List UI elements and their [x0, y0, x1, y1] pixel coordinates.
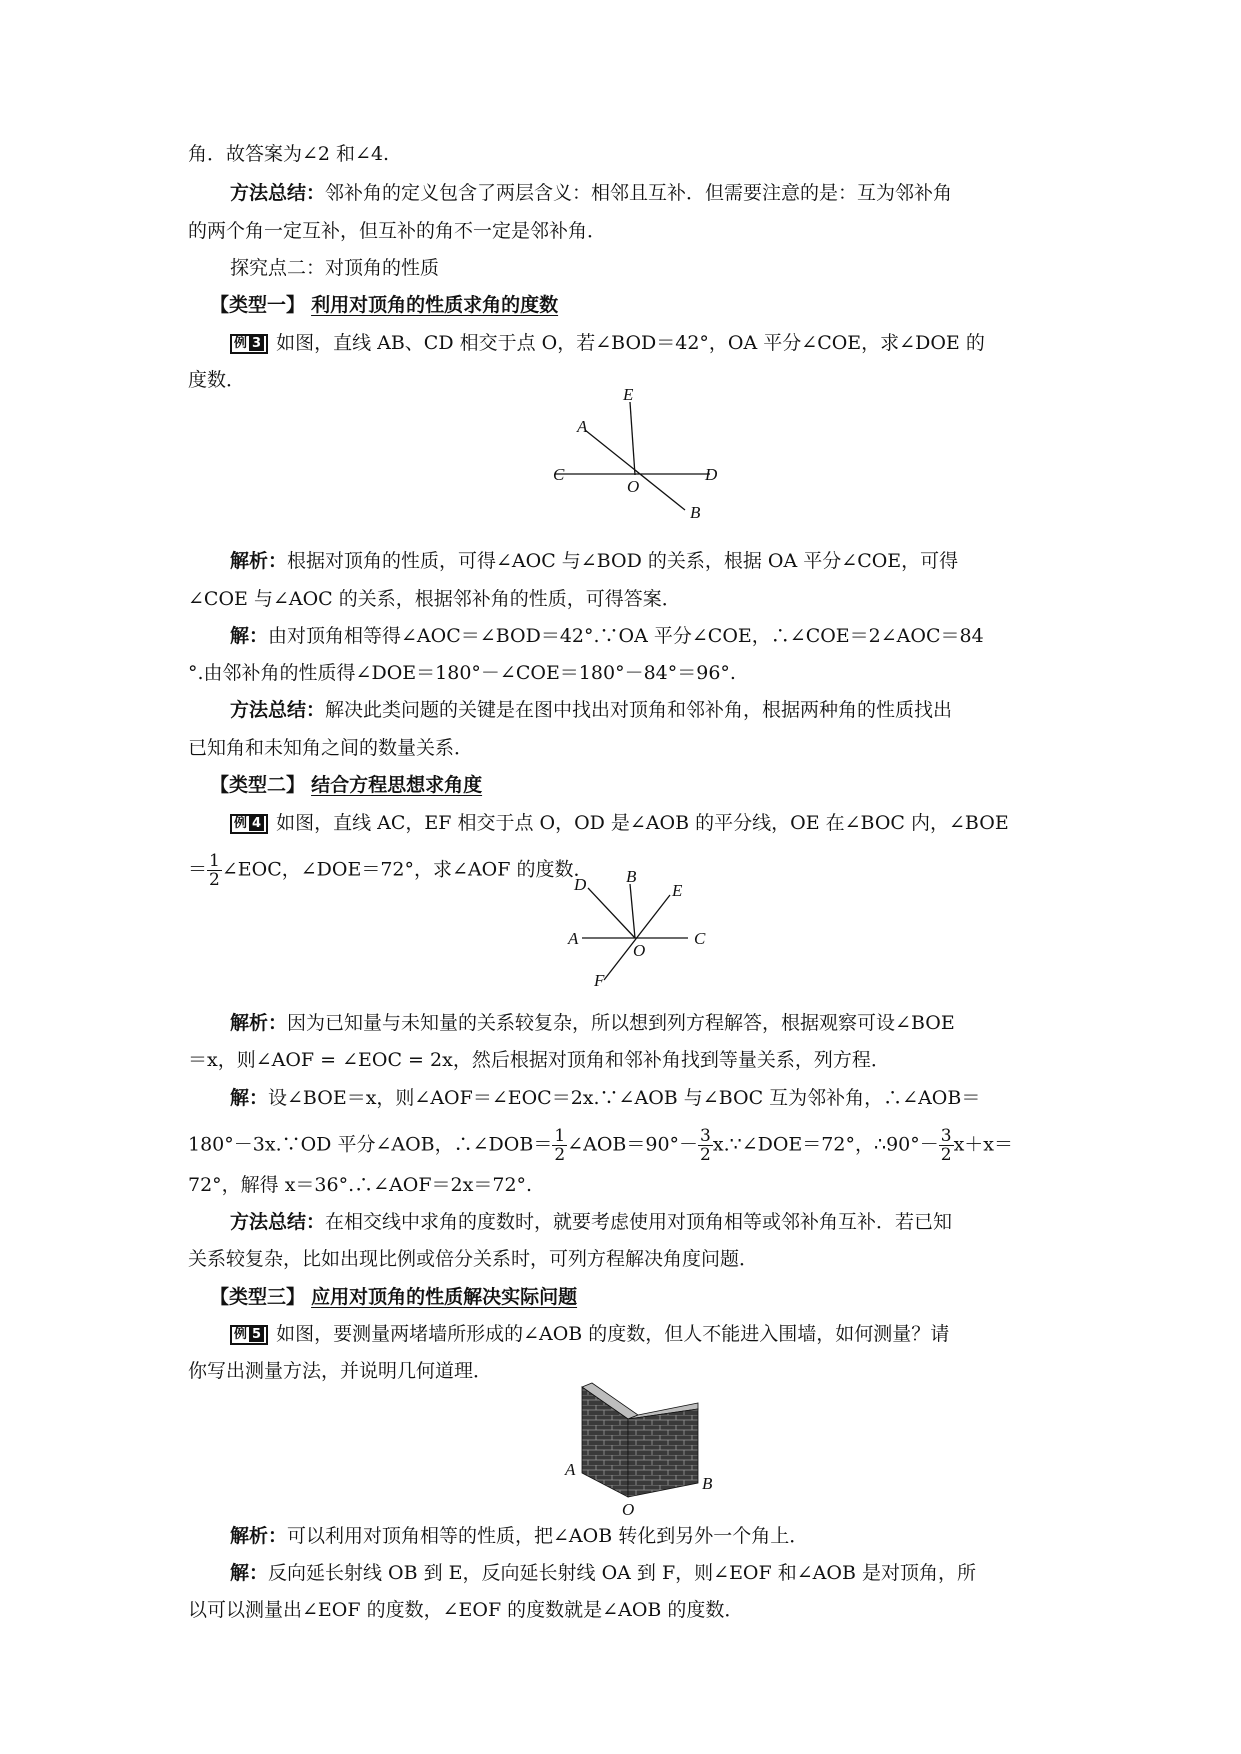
solution-4-line2: 180°－3x.∵OD 平分∠AOB，∴∠DOB＝ $\frac{1}{2}$ ∠AOB＝90°－ $\frac{3}{2}$ x.∵∠DOE＝72°，∴90°－ $\frac{3}{2}$ x＋x＝	[188, 1126, 1014, 1165]
label-O: O	[633, 941, 646, 960]
analysis-4-line1: 解析：因为已知量与未知量的关系较复杂，所以想到列方程解答，根据观察可设∠BOE	[230, 1012, 955, 1034]
label-C: C	[553, 465, 565, 484]
analysis-3-line2: ∠COE 与∠AOC 的关系，根据邻补角的性质，可得答案．	[188, 588, 681, 610]
label-A: A	[568, 929, 579, 948]
label-D: D	[574, 875, 587, 894]
analysis-4-line2: ＝x，则∠AOF = ∠EOC = 2x，然后根据对顶角和邻补角找到等量关系，列方程．	[188, 1049, 890, 1071]
label-O: O	[627, 477, 640, 496]
label-B: B	[690, 503, 701, 522]
label-A: A	[577, 417, 588, 436]
line-3: 的两个角一定互补，但互补的角不一定是邻补角．	[188, 220, 607, 242]
label-C: C	[694, 929, 706, 948]
fraction-half: $\frac{1}{2}$	[209, 851, 220, 890]
label-A: A	[565, 1460, 576, 1479]
summary-3-line2: 已知角和未知角之间的数量关系．	[188, 737, 474, 759]
analysis-5-line1: 解析：可以利用对顶角相等的性质，把∠AOB 转化到另外一个角上．	[230, 1525, 809, 1547]
solution-4-line1: 解：设∠BOE＝x，则∠AOF＝∠EOC＝2x.∵∠AOB 与∠BOC 互为邻补角，∴∠AOB＝	[230, 1087, 981, 1109]
type3-heading: 【类型三】 应用对顶角的性质解决实际问题	[210, 1286, 578, 1308]
type1-heading: 【类型一】 利用对顶角的性质求角的度数	[210, 294, 559, 316]
fraction-three-halves-2: $\frac{3}{2}$	[940, 1126, 952, 1165]
label-B: B	[626, 867, 637, 886]
solution-4-line3: 72°，解得 x＝36°.∴∠AOF＝2x＝72°.	[188, 1174, 533, 1196]
example4-line2: ＝ $\frac{1}{2}$ ∠EOC，∠DOE＝72°，求∠AOF 的度数．	[188, 851, 593, 890]
example5-line1: 例 5 如图，要测量两堵墙所形成的∠AOB 的度数，但人不能进入围墙，如何测量？请	[230, 1321, 949, 1347]
line-2: 方法总结：邻补角的定义包含了两层含义：相邻且互补．但需要注意的是：互为邻补角	[230, 182, 953, 204]
example3-line2: 度数．	[188, 369, 246, 391]
summary-label: 方法总结：	[230, 182, 326, 204]
line-1: 角．故答案为∠2 和∠4.	[188, 143, 390, 165]
example-badge-5: 例 5	[230, 1325, 268, 1345]
example5-line2: 你写出测量方法，并说明几何道理．	[188, 1360, 493, 1382]
figure-3-brick-walls	[560, 1375, 720, 1519]
fraction-three-halves: $\frac{3}{2}$	[700, 1126, 711, 1165]
line-4: 探究点二：对顶角的性质	[230, 257, 440, 279]
example-badge-4: 例 4	[230, 814, 268, 834]
label-O: O	[622, 1500, 635, 1519]
label-F: F	[594, 971, 605, 990]
label-B: B	[702, 1474, 713, 1493]
fraction-half-2: $\frac{1}{2}$	[554, 1126, 566, 1165]
example-badge-3: 例 3	[230, 334, 268, 354]
figure-2-intersecting-lines	[568, 867, 720, 990]
type2-heading: 【类型二】 结合方程思想求角度	[210, 774, 483, 796]
figure-1-intersecting-lines	[555, 380, 735, 520]
summary-4-line1: 方法总结：在相交线中求角的度数时，就要考虑使用对顶角相等或邻补角互补．若已知	[230, 1211, 953, 1233]
label-D: D	[705, 465, 718, 484]
label-E: E	[623, 385, 634, 404]
label-E: E	[672, 881, 683, 900]
solution-5-line1: 解：反向延长射线 OB 到 E，反向延长射线 OA 到 F，则∠EOF 和∠AOB 是对顶角，所	[230, 1562, 976, 1584]
example4-line1: 例 4 如图，直线 AC，EF 相交于点 O，OD 是∠AOB 的平分线，OE 在∠BOC 内，∠BOE	[230, 810, 1009, 836]
solution-5-line2: 以可以测量出∠EOF 的度数，∠EOF 的度数就是∠AOB 的度数．	[188, 1599, 744, 1621]
solution-3-line1: 解：由对顶角相等得∠AOC＝∠BOD＝42°.∵OA 平分∠COE，∴∠COE＝2∠AOC＝84	[230, 625, 984, 647]
example3-line1: 例 3 如图，直线 AB、CD 相交于点 O，若∠BOD＝42°，OA 平分∠COE，求∠DOE 的	[230, 330, 985, 356]
solution-3-line2: °.由邻补角的性质得∠DOE＝180°－∠COE＝180°－84°＝96°.	[188, 662, 736, 684]
summary-3-line1: 方法总结：解决此类问题的关键是在图中找出对顶角和邻补角，根据两种角的性质找出	[230, 699, 953, 721]
analysis-3-line1: 解析：根据对顶角的性质，可得∠AOC 与∠BOD 的关系，根据 OA 平分∠COE，可得	[230, 550, 959, 572]
summary-4-line2: 关系较复杂，比如出现比例或倍分关系时，可列方程解决角度问题．	[188, 1248, 759, 1270]
